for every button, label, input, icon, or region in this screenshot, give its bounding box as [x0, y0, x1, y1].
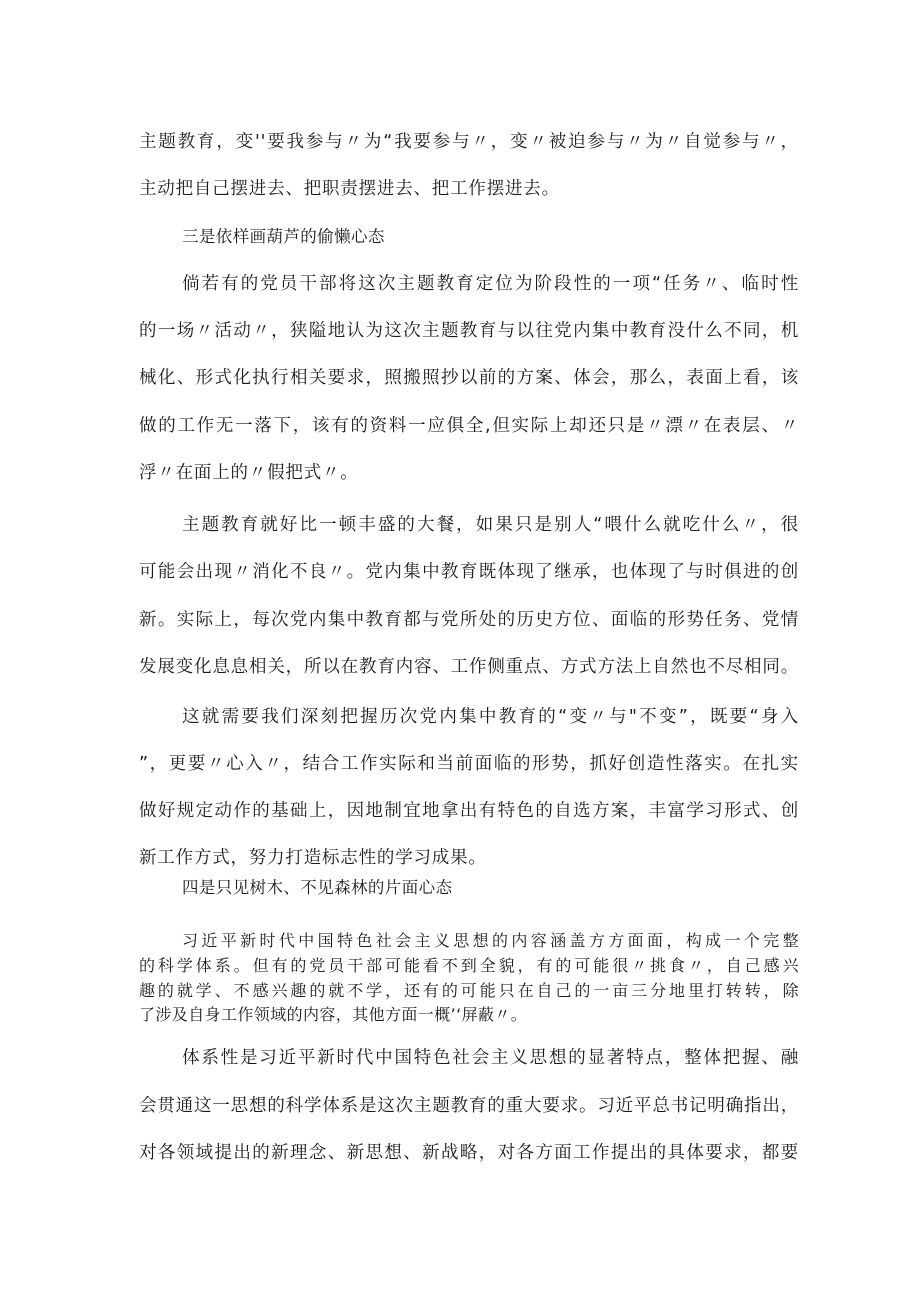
paragraph-line: 会贯通这一思想的科学体系是这次主题教育的重大要求。习近平总书记明确指出， — [139, 1096, 799, 1116]
paragraph-line: 的科学体系。但有的党员干部可能看不到全貌，有的可能很〃挑食〃，自己感兴 — [139, 956, 799, 975]
paragraph-line: 的一场〃活动〃，狭隘地认为这次主题教育与以往党内集中教育没什么不同，机 — [139, 321, 799, 341]
paragraph-line: 做好规定动作的基础上，因地制宜地拿出有特色的自选方案，丰富学习形式、创 — [139, 801, 799, 821]
paragraph-line: 浮〃在面上的〃假把式〃。 — [139, 463, 359, 483]
paragraph-line: 趣的就学、不感兴趣的就不学，还有的可能只在自己的一亩三分地里打转转，除 — [139, 981, 799, 1000]
paragraph-line: 做的工作无一落下，该有的资料一应俱全,但实际上却还只是〃漂〃在表层、〃 — [139, 416, 799, 436]
paragraph-line: 倘若有的党员干部将这次主题教育定位为阶段性的一项“任务〃、临时性 — [182, 274, 799, 294]
paragraph-line: 主题教育，变''要我参与〃为“我要参与〃，变〃被迫参与〃为〃自觉参与〃， — [139, 132, 799, 152]
paragraph-line: 这就需要我们深刻把握历次党内集中教育的“变〃与"不变”，既要“身入 — [182, 707, 799, 727]
paragraph-line: 发展变化息息相关，所以在教育内容、工作侧重点、方式方法上自然也不尽相同。 — [139, 657, 799, 677]
paragraph-line: 对各领域提出的新理念、新思想、新战略，对各方面工作提出的具体要求，都要 — [139, 1143, 799, 1163]
paragraph-line: 新工作方式，努力打造标志性的学习成果。 — [139, 848, 487, 868]
paragraph-line: ”，更要〃心入〃，结合工作实际和当前面临的形势，抓好创造性落实。在扎实 — [139, 754, 799, 774]
paragraph-line: 主动把自己摆进去、把职责摆进去、把工作摆进去。 — [139, 179, 560, 199]
paragraph-line: 械化、形式化执行相关要求，照搬照抄以前的方案、体会，那么，表面上看，该 — [139, 368, 799, 388]
paragraph-line: 了涉及自身工作领域的内容，其他方面一概’‘屏蔽〃。 — [139, 1005, 528, 1024]
paragraph-line: 主题教育就好比一顿丰盛的大餐，如果只是别人“喂什么就吃什么〃，很 — [182, 515, 799, 535]
paragraph-line: 新。实际上，每次党内集中教育都与党所处的历史方位、面临的形势任务、党情 — [139, 610, 799, 630]
section-heading: 四是只见树木、不见森林的片面心态 — [182, 878, 453, 897]
paragraph-line: 习近平新时代中国特色社会主义思想的内容涵盖方方面面，构成一个完整 — [182, 931, 799, 950]
paragraph-line: 可能会出现〃消化不良〃。党内集中教育既体现了继承，也体现了与时俱进的创 — [139, 562, 799, 582]
paragraph-line: 体系性是习近平新时代中国特色社会主义思想的显著特点，整体把握、融 — [182, 1048, 799, 1068]
section-heading: 三是依样画葫芦的偷懒心态 — [182, 227, 385, 246]
